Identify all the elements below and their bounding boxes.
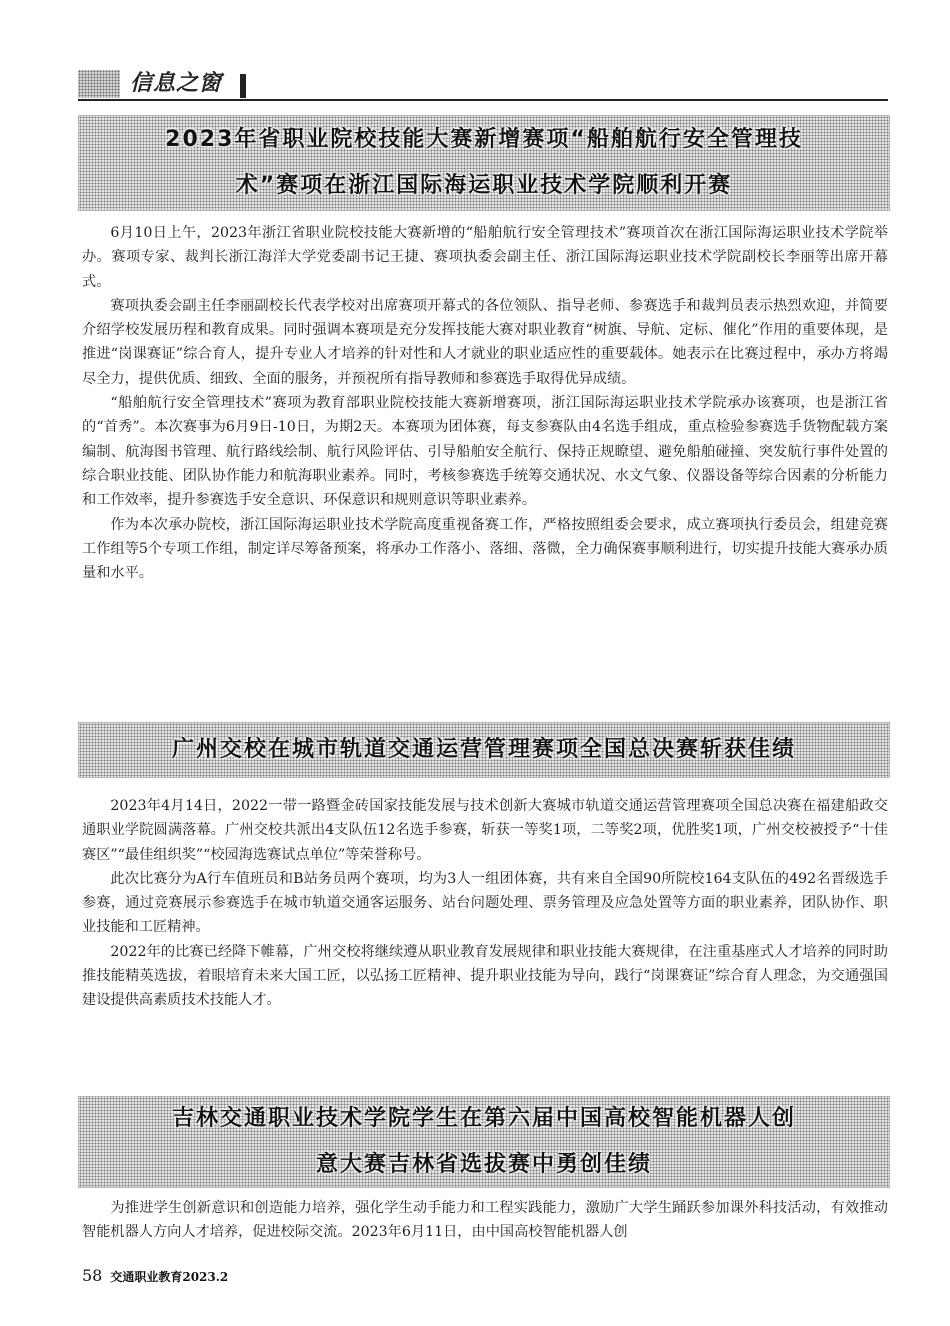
article-1-body (82, 221, 888, 585)
article-1-title-line-1: 2023年省职业院校技能大赛新增赛项“船舶航行安全管理技 (165, 127, 803, 152)
article-1-title-box (78, 115, 890, 211)
article-1-title-line-2: 术”赛项在浙江国际海运职业技术学院顺利开赛 (235, 173, 733, 198)
article-1-paragraph-2: 赛项执委会副主任李丽副校长代表学校对出席赛项开幕式的各位领队、指导老师、参赛选手和裁判员表示热烈欢迎，并简要介绍学校发展历程和教育成果。同时强调本赛项是充分发挥技能大赛对职业教育“树旗、导航、定标、催化”作用的重要体现，是推进“岗课赛证”综合育人，提升专业人才培养的针对性和人才就业的职业适应性的重要载体。她表示在比赛过程中，承办方将竭尽全力，提供优质、细致、全面的服务，并预祝所有指导教师和参赛选手取得优异成绩。 (82, 297, 888, 387)
article-3-body (82, 1196, 888, 1245)
article-3-title-box (78, 1096, 890, 1188)
article-2-paragraph-2: 此次比赛分为A行车值班员和B站务员两个赛项，均为3人一组团体赛，共有来自全国90所院校164支队伍的492名晋级选手参赛，通过竞赛展示参赛选手在城市轨道交通客运服务、站台问题处理、票务管理及应急处置等方面的职业素养，团队协作、职业技能和工匠精神。 (82, 870, 888, 936)
article-1-paragraph-3: “船舶航行安全管理技术”赛项为教育部职业院校技能大赛新增赛项，浙江国际海运职业技术学院承办该赛项，也是浙江省的“首秀”。本次赛事为6月9日-10日，为期2天。本赛项为团体赛，每支参赛队由4名选手组成，重点检验参赛选手货物配载方案编制、航海图书管理、航行路线绘制、航行风险评估、引导船舶安全航行、保持正规瞭望、避免船舶碰撞、突发航行事件处置的综合职业技能、团队协作能力和航海职业素养。同时，考核参赛选手统筹交通状况、水文气象、仪器设备等综合因素的分析能力和工作效率，提升参赛选手安全意识、环保意识和规则意识等职业素养。 (82, 395, 888, 509)
page-footer (82, 1266, 228, 1288)
column-header (78, 70, 888, 104)
article-3-title-line-2: 意大赛吉林省选拔赛中勇创佳绩 (315, 1152, 652, 1177)
page-number: 58 (82, 1266, 103, 1285)
article-3-paragraph-1: 为推进学生创新意识和创造能力培养，强化学生动手能力和工程实践能力，激励广大学生踊跃参加课外科技活动，有效推动智能机器人方向人才培养，促进校际交流。2023年6月11日，由中国高校智能机器人创 (82, 1200, 888, 1241)
article-2-paragraph-3: 2022年的比赛已经降下帷幕，广州交校将继续遵从职业教育发展规律和职业技能大赛规律，在注重基座式人才培养的同时助推技能精英选拔，着眼培育未来大国工匠，以弘扬工匠精神、提升职业技能为导向，践行“岗课赛证”综合育人理念，为交通强国建设提供高素质技术技能人才。 (82, 943, 888, 1009)
article-2-title-line-1: 广州交校在城市轨道交通运营管理赛项全国总决赛斩获佳绩 (171, 737, 796, 762)
article-1-paragraph-4: 作为本次承办院校，浙江国际海运职业技术学院高度重视备赛工作，严格按照组委会要求，成立赛项执行委员会，组建竞赛工作组等5个专项工作组，制定详尽筹备预案，将承办工作落小、落细、落微，全力确保赛事顺利进行，切实提升技能大赛承办质量和水平。 (82, 516, 888, 582)
article-2-body (82, 794, 888, 1013)
header-dot-block (78, 70, 120, 98)
header-rule (78, 99, 888, 101)
column-title: 信息之窗 (130, 71, 223, 96)
header-bar (240, 74, 246, 98)
article-2-paragraph-1: 2023年4月14日，2022一带一路暨金砖国家技能发展与技术创新大赛城市轨道交通运营管理赛项全国总决赛在福建船政交通职业学院圆满落幕。广州交校共派出4支队伍12名选手参赛，斩获一等奖1项，二等奖2项，优胜奖1项，广州交校被授予“十佳赛区”“最佳组织奖”“校园海选赛试点单位”等荣誉称号。 (82, 798, 888, 863)
article-1-paragraph-1: 6月10日上午，2023年浙江省职业院校技能大赛新增的“船舶航行安全管理技术”赛项首次在浙江国际海运职业技术学院举办。赛项专家、裁判长浙江海洋大学党委副书记王捷、赛项执委会副主任、浙江国际海运职业技术学院副校长李丽等出席开幕式。 (82, 225, 888, 290)
article-3-title-line-1: 吉林交通职业技术学院学生在第六届中国高校智能机器人创 (171, 1106, 796, 1131)
journal-name: 交通职业教育2023.2 (110, 1270, 229, 1284)
article-2-title-box (78, 722, 890, 778)
